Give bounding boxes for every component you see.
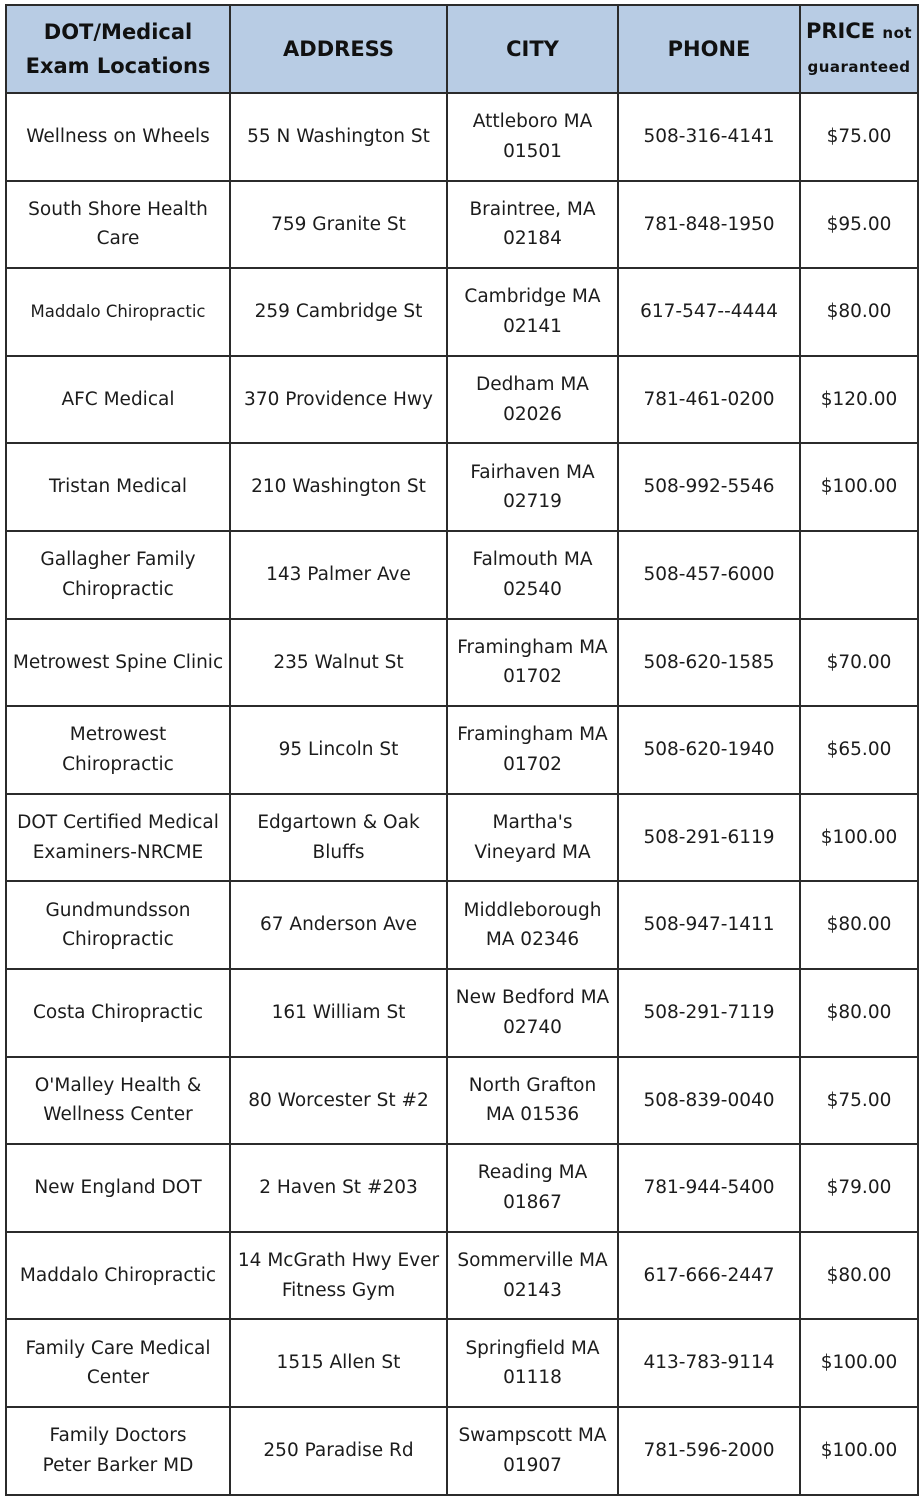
city-cell-line: Fairhaven MA (470, 461, 595, 483)
location-name-cell (6, 93, 230, 181)
address-cell (230, 531, 447, 619)
address-cell (230, 1319, 447, 1407)
header-location-line2: Exam Locations (25, 54, 211, 78)
city-cell (447, 969, 618, 1057)
city-cell (447, 1319, 618, 1407)
city-cell-line: Sommerville MA (457, 1250, 608, 1272)
address-cell-line: 95 Lincoln St (278, 739, 399, 761)
city-cell-line: MA 01536 (485, 1104, 580, 1126)
location-name-cell (6, 794, 230, 882)
phone-cell: 508-457-6000 (618, 531, 800, 619)
location-name-cell-line: Chiropractic (62, 753, 174, 775)
city-cell-line: Framingham MA (457, 636, 608, 658)
phone-cell: 781-944-5400 (618, 1144, 800, 1232)
location-name-cell-line: Chiropractic (62, 929, 174, 951)
location-name-cell (6, 706, 230, 794)
location-name-cell-line: Metrowest Spine Clinic (12, 651, 224, 673)
city-cell-line: 02740 (503, 1016, 562, 1038)
table-row (6, 1232, 918, 1320)
city-cell (447, 619, 618, 707)
location-name-cell (6, 969, 230, 1057)
table-row (6, 881, 918, 969)
price-cell: $65.00 (800, 706, 918, 794)
location-name-cell-line: Gallagher Family (40, 549, 196, 571)
city-cell-line: Braintree, MA (469, 198, 596, 220)
location-name-cell (6, 181, 230, 269)
location-name-cell (6, 531, 230, 619)
price-cell: $100.00 (800, 794, 918, 882)
city-cell-line: 01907 (503, 1454, 562, 1476)
address-cell (230, 356, 447, 444)
city-cell (447, 268, 618, 356)
table-row (6, 1144, 918, 1232)
table-row (6, 268, 918, 356)
location-name-cell-line: New England DOT (34, 1177, 202, 1199)
city-cell-line: 02141 (503, 315, 562, 337)
city-cell (447, 443, 618, 531)
table-row (6, 356, 918, 444)
table-row (6, 1057, 918, 1145)
location-name-cell-line: DOT Certified Medical (17, 812, 219, 834)
header-location-line1: DOT/Medical (43, 20, 193, 44)
city-cell-line: Framingham MA (457, 724, 608, 746)
city-cell-line: 02026 (503, 403, 562, 425)
address-cell-line: 250 Paradise Rd (263, 1439, 414, 1461)
city-cell (447, 1407, 618, 1495)
phone-cell: 508-291-7119 (618, 969, 800, 1057)
location-name-cell (6, 881, 230, 969)
address-cell (230, 794, 447, 882)
table-row (6, 531, 918, 619)
address-cell-line: 2 Haven St #203 (259, 1177, 418, 1199)
phone-cell: 508-947-1411 (618, 881, 800, 969)
city-cell (447, 706, 618, 794)
price-cell: $80.00 (800, 1232, 918, 1320)
city-cell-line: Reading MA (477, 1162, 588, 1184)
location-name-cell (6, 1232, 230, 1320)
location-name-cell (6, 443, 230, 531)
address-cell-line: 14 McGrath Hwy Ever (237, 1250, 440, 1272)
address-cell-line: Fitness Gym (281, 1279, 396, 1301)
city-cell-line: 01118 (503, 1367, 562, 1389)
city-cell (447, 356, 618, 444)
city-cell-line: 02719 (503, 491, 562, 513)
city-cell (447, 1144, 618, 1232)
table-row (6, 706, 918, 794)
location-name-cell (6, 1144, 230, 1232)
header-price-note-guaranteed: guaranteed (807, 58, 911, 76)
price-cell: $100.00 (800, 443, 918, 531)
address-cell (230, 1057, 447, 1145)
address-cell-line: 161 William St (271, 1001, 406, 1023)
location-name-cell-line: South Shore Health (28, 198, 208, 220)
address-cell (230, 969, 447, 1057)
city-cell-line: Vineyard MA (474, 841, 591, 863)
address-cell-line: 235 Walnut St (273, 651, 404, 673)
city-cell-line: 02184 (503, 228, 562, 250)
city-cell (447, 531, 618, 619)
city-cell (447, 1232, 618, 1320)
price-cell: $100.00 (800, 1407, 918, 1495)
location-name-cell-line: Family Doctors (49, 1425, 187, 1447)
city-cell (447, 794, 618, 882)
address-cell-line: 370 Providence Hwy (244, 388, 433, 410)
location-name-cell-line: Tristan Medical (48, 476, 188, 498)
address-cell-line: Edgartown & Oak (257, 812, 420, 834)
table-row (6, 969, 918, 1057)
table-row (6, 794, 918, 882)
dot-medical-locations-table (5, 4, 919, 1496)
city-cell-line: Falmouth MA (472, 549, 593, 571)
location-name-cell-line: Family Care Medical (25, 1337, 211, 1359)
city-cell-line: 02540 (503, 578, 562, 600)
address-cell (230, 93, 447, 181)
city-cell-line: 01501 (503, 140, 562, 162)
city-cell-line: North Grafton (468, 1074, 597, 1096)
header-location-name (6, 5, 230, 93)
price-cell: $75.00 (800, 1057, 918, 1145)
address-cell (230, 1407, 447, 1495)
city-cell (447, 93, 618, 181)
table-body (6, 93, 918, 1495)
header-row (6, 5, 918, 93)
header-price-label: PRICE (805, 19, 876, 43)
address-cell-line: 55 N Washington St (247, 126, 430, 148)
city-cell-line: MA 02346 (485, 929, 580, 951)
city-cell (447, 1057, 618, 1145)
city-cell-line: Martha's (492, 812, 573, 834)
address-cell-line: 80 Worcester St #2 (248, 1089, 429, 1111)
price-cell (800, 531, 918, 619)
header-phone: PHONE (618, 5, 800, 93)
price-cell: $120.00 (800, 356, 918, 444)
city-cell-line: Middleborough (463, 899, 602, 921)
header-city: CITY (447, 5, 618, 93)
city-cell-line: Dedham MA (476, 374, 589, 396)
location-name-cell (6, 1057, 230, 1145)
phone-cell: 413-783-9114 (618, 1319, 800, 1407)
address-cell-line: 1515 Allen St (276, 1352, 401, 1374)
address-cell (230, 619, 447, 707)
price-cell: $80.00 (800, 268, 918, 356)
location-name-cell-line: Maddalo Chiropractic (30, 302, 206, 322)
location-name-cell-line: Peter Barker MD (42, 1454, 194, 1476)
address-cell (230, 1232, 447, 1320)
header-address: ADDRESS (230, 5, 447, 93)
header-price-note-not: not (882, 24, 913, 42)
location-name-cell (6, 268, 230, 356)
location-name-cell-line: Metrowest (69, 724, 167, 746)
table-row (6, 93, 918, 181)
phone-cell: 508-839-0040 (618, 1057, 800, 1145)
city-cell-line: 02143 (503, 1279, 562, 1301)
city-cell-line: Springfield MA (465, 1337, 600, 1359)
phone-cell: 508-291-6119 (618, 794, 800, 882)
location-name-cell-line: Chiropractic (62, 578, 174, 600)
price-cell: $80.00 (800, 881, 918, 969)
location-name-cell-line: Care (96, 228, 140, 250)
address-cell-line: 67 Anderson Ave (260, 914, 417, 936)
city-cell-line: New Bedford MA (455, 987, 610, 1009)
city-cell (447, 881, 618, 969)
address-cell (230, 706, 447, 794)
city-cell-line: Swampscott MA (458, 1425, 607, 1447)
location-name-cell (6, 356, 230, 444)
location-name-cell-line: O'Malley Health & (34, 1074, 202, 1096)
address-cell (230, 268, 447, 356)
price-cell: $79.00 (800, 1144, 918, 1232)
address-cell (230, 1144, 447, 1232)
phone-cell: 508-620-1585 (618, 619, 800, 707)
location-name-cell-line: Examiners-NRCME (32, 841, 204, 863)
address-cell-line: 210 Washington St (251, 476, 426, 498)
location-name-cell (6, 1319, 230, 1407)
location-name-cell-line: Costa Chiropractic (32, 1001, 204, 1023)
address-cell (230, 881, 447, 969)
city-cell-line: Cambridge MA (464, 286, 601, 308)
location-name-cell-line: Wellness Center (43, 1104, 193, 1126)
phone-cell: 781-848-1950 (618, 181, 800, 269)
phone-cell: 617-547--4444 (618, 268, 800, 356)
phone-cell: 508-316-4141 (618, 93, 800, 181)
address-cell-line: 143 Palmer Ave (266, 564, 411, 586)
phone-cell: 617-666-2447 (618, 1232, 800, 1320)
price-cell: $80.00 (800, 969, 918, 1057)
table-row (6, 443, 918, 531)
address-cell-line: 259 Cambridge St (254, 301, 423, 323)
city-cell-line: Attleboro MA (472, 111, 593, 133)
locations-table-wrapper (5, 4, 917, 1496)
location-name-cell (6, 1407, 230, 1495)
price-cell: $100.00 (800, 1319, 918, 1407)
address-cell (230, 181, 447, 269)
phone-cell: 781-596-2000 (618, 1407, 800, 1495)
city-cell (447, 181, 618, 269)
table-row (6, 181, 918, 269)
price-cell: $70.00 (800, 619, 918, 707)
location-name-cell-line: AFC Medical (61, 388, 175, 410)
table-row (6, 1319, 918, 1407)
phone-cell: 508-992-5546 (618, 443, 800, 531)
city-cell-line: 01702 (503, 666, 562, 688)
address-cell-line: 759 Granite St (271, 213, 406, 235)
table-row (6, 619, 918, 707)
phone-cell: 781-461-0200 (618, 356, 800, 444)
table-row (6, 1407, 918, 1495)
location-name-cell (6, 619, 230, 707)
location-name-cell-line: Gundmundsson (45, 899, 191, 921)
location-name-cell-line: Center (86, 1367, 150, 1389)
price-cell: $95.00 (800, 181, 918, 269)
city-cell-line: 01702 (503, 753, 562, 775)
city-cell-line: 01867 (503, 1191, 562, 1213)
address-cell (230, 443, 447, 531)
price-cell: $75.00 (800, 93, 918, 181)
phone-cell: 508-620-1940 (618, 706, 800, 794)
address-cell-line: Bluffs (312, 841, 365, 863)
location-name-cell-line: Wellness on Wheels (26, 126, 210, 148)
header-price (800, 5, 918, 93)
location-name-cell-line: Maddalo Chiropractic (19, 1264, 217, 1286)
